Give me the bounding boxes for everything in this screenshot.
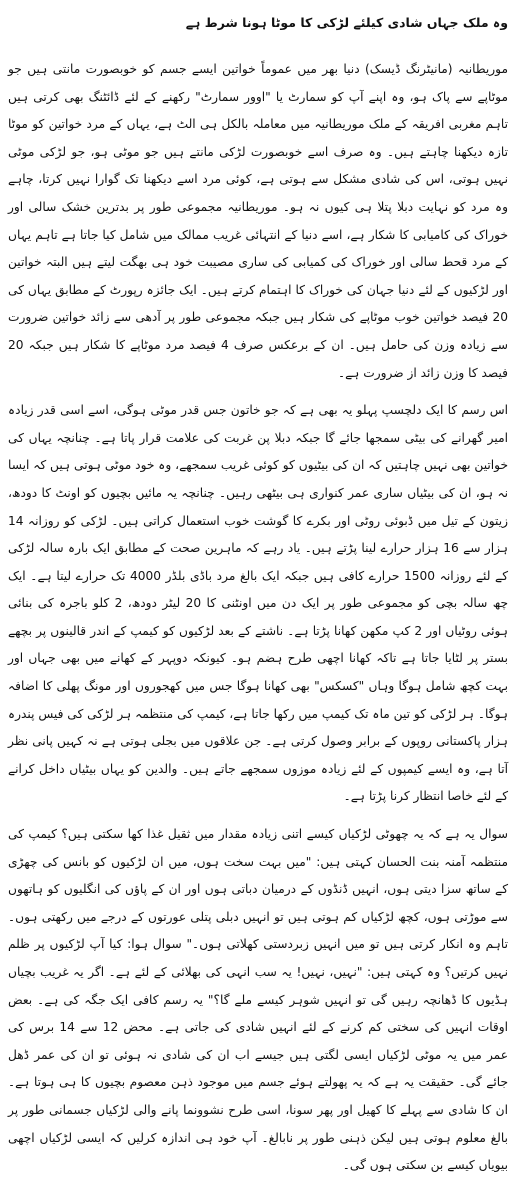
article-paragraph-1: موریطانیہ (مانیٹرنگ ڈیسک) دنیا بھر میں عموماً خواتین ایسے جسم کو خوبصورت مانتی ہیں جو موٹاپے سے پاک ہو، وہ اپنے آپ کو سمارٹ یا "اوور سمارٹ" رکھنے کے لئے ڈائٹنگ بھی کرتی ہیں تاہم مغربی افریقہ کے ملک موریطانیہ میں معاملہ بالکل ہی الٹ ہے، یہاں کے مرد خواتین کو موٹا تازہ دیکھنا چاہتے ہیں۔ وہ صرف اسے خوبصورت لڑکی مانتے ہیں جو موٹی ہو، جو لڑکی موٹی نہیں ہوتی، اس کی شادی مشکل سے ہوتی ہے، کوئی مرد اسے دیکھنا تک گوارا نہیں کرتا، چاہے وہ مرد کو نہایت دبلا پتلا ہی کیوں نہ ہو۔ موریطانیہ مجموعی طور پر بدترین خشک سالی اور خوراک کی کامیابی کا شکار ہے، اسے دنیا کے انتہائی غریب ممالک میں شامل کیا جاتا ہے تاہم یہاں کے مرد قحط سالی اور خوراک کی کمیابی کی ساری مصیبت خود ہی بھگت لیتے ہیں البتہ خواتین اور لڑکیوں کے لئے دنیا جہان کی خوراک کا اہتمام کرتے ہیں۔ ایک جائزہ رپورٹ کے مطابق یہاں کی 20 فیصد خواتین خوب موٹاپے کی شکار ہیں جبکہ مجموعی طور پر آدھی سے زائد خواتین ضرورت سے زیادہ وزن کی حامل ہیں۔ ان کے برعکس صرف 4 فیصد مرد موٹاپے کا شکار ہیں جبکہ 20 فیصد کا وزن زائد از ضرورت ہے۔ bbox=[8, 62, 508, 380]
article-title: وہ ملک جہاں شادی کیلئے لڑکی کا موٹا ہونا شرط ہے bbox=[185, 15, 508, 30]
article-paragraph-3: سوال یہ ہے کہ یہ چھوٹی لڑکیاں کیسے اتنی زیادہ مقدار میں ثقیل غذا کھا سکتی ہیں؟ کیمپ کی منتظمہ آمنہ بنت الحسان کہتی ہیں: "میں بہت سخت ہوں، میں ان لڑکیوں کو بانس کی چھڑی کے ساتھ سزا دیتی ہوں، انہیں ڈنڈوں کے درمیان دباتی ہوں اور ان کے پاؤں کی انگلیوں کو ہاتھوں سے موڑتی ہوں، کچھ لڑکیاں کم ہوتی ہیں تو انہیں دبلی پتلی عورتوں کے درجے میں رکھتی ہوں۔ تاہم وہ انکار کرتی ہیں تو میں انہیں زبردستی کھلاتی ہوں۔" سوال ہوا: کیا آپ لڑکیوں پر ظلم نہیں کرتیں؟ وہ کہتی ہیں: "نہیں، نہیں! یہ سب انہی کی بھلائی کے لئے ہے۔ اگر یہ غریب بچیاں ہڈیوں کا ڈھانچہ رہیں گی تو انہیں شوہر کیسے ملے گا؟" یہ رسم کافی ایک جگہ کی ہے۔ بعض اوقات انہیں کی سختی کم کرنے کے لئے انہیں شادی کی جاتی ہے۔ محض 12 سے 14 برس کی عمر میں یہ موٹی لڑکیاں ایسی لگتی ہیں جیسے اب ان کی شادی نہ ہوئی تو ان کی عمر ڈھل جائے گی۔ حقیقت یہ ہے کہ یہ پھولتے ہوئے جسم میں موجود ذہن معصوم بچیوں کا ہی ہوتا ہے۔ ان کا شادی سے پہلے کا کھیل اور پھر سونا، اسی طرح نشوونما پانے والی لڑکیاں جسمانی طور پر بالغ معلوم ہوتی ہیں لیکن ذہنی طور پر نابالغ۔ آپ خود ہی اندازہ کرلیں کہ ایسی لڑکیاں اچھی بیویاں کیسے بن سکتی ہوں گی۔ bbox=[8, 827, 508, 1173]
article-paragraph-2: اس رسم کا ایک دلچسپ پہلو یہ بھی ہے کہ جو خاتون جس قدر موٹی ہوگی، اسے اسی قدر زیادہ امیر گھرانے کی بیٹی سمجھا جائے گا جبکہ دبلا پن غربت کی علامت قرار پاتا ہے۔ چنانچہ یہاں کی خواتین بھی نہیں چاہتیں کہ ان کی بیٹیوں کو کوئی غریب سمجھے، وہ خود موٹی ہوتی ہیں کہ ایسا نہ ہو، ان کی بیٹیاں ساری عمر کنواری ہی بیٹھی رہیں۔ چنانچہ یہ مائیں بچیوں کو اونٹ کا دودھ، زیتون کے تیل میں ڈبوئی روٹی اور بکرے کا گوشت خوب استعمال کراتی ہیں۔ لڑکی کو روزانہ 14 ہزار سے 16 ہزار حرارے لینا پڑتے ہیں۔ یاد رہے کہ ماہرین صحت کے مطابق ایک بارہ سالہ لڑکی کے لئے روزانہ 1500 حرارے کافی ہیں جبکہ ایک بالغ مرد باڈی بلڈر 4000 تک حرارے لیتا ہے۔ ایک چھ سالہ بچی کو مجموعی طور پر ایک دن میں اونٹنی کا 20 لیٹر دودھ، 2 کلو باجرہ کی بنائی ہوئی روٹیاں اور 2 کپ مکھن کھانا پڑتا ہے۔ ناشتے کے بعد لڑکیوں کو کیمپ کے اندر قالینوں پر بچھے بستر پر لٹایا جاتا ہے تاکہ کھانا اچھی طرح ہضم ہو۔ کیونکہ دوپہر کے کھانے میں بھی جہاں اور بہت کچھ شامل ہوگا وہاں "کسکس" بھی کھانا ہوگا جس میں کھجوروں اور مونگ پھلی کا اضافہ ہوگا۔ ہر لڑکی کو تین ماہ تک کیمپ میں رکھا جاتا ہے، کیمپ کی منتظمہ ہر لڑکی کی فیس پندرہ ہزار پاکستانی روپوں کے برابر وصول کرتی ہے۔ جن علاقوں میں بجلی ہوتی ہے نہ کہیں پانی نظر آتا ہے، وہ ایسے کیمپوں کے لئے زیادہ موزوں سمجھے جاتے ہیں۔ والدین کو یہاں بیٹیاں داخل کرانے کے لئے خاصا انتظار کرنا پڑتا ہے۔ bbox=[8, 403, 508, 804]
